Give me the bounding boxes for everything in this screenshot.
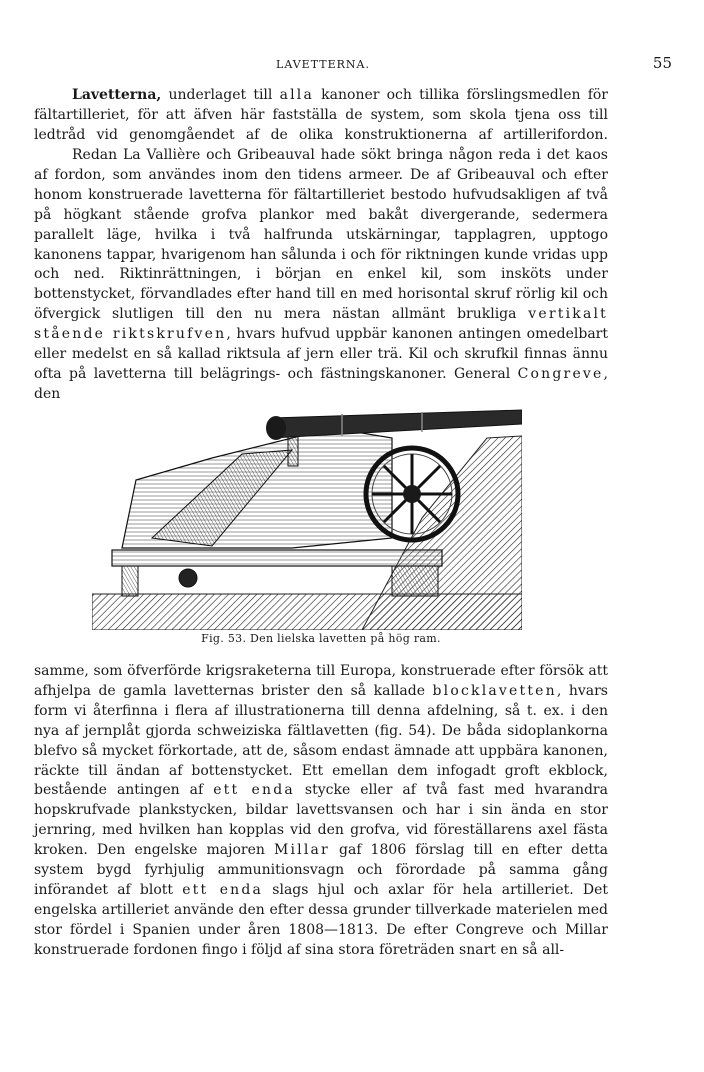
paragraph-2-text-a: Redan La Vallière och Gribeauval hade sökt bringa någon reda i det kaos af fordon, som användes inom den tidens armeer. De af Gribeauval och efter honom konstruerade lavetterna för fältartilleriet bestodo hufvudsakligen af två på högkant stående grofva plankor med bakåt divergerande, sedermera parallelt läge, hvilka i två halfrunda utskärningar, tapplagren, upptogo kanonens tappar, hvarigenom han sålunda i och för riktningen kunde vridas upp och ned. Riktinrättningen, i början en enkel kil, som insköts under bottenstycket, förvandlades efter hand till en med horisontal skruf rörlig kil och öfvergick slutligen till den nu mera nästan allmänt brukliga — [34, 147, 608, 323]
paragraph-3 — [34, 662, 608, 961]
paragraph-3-spaced-b: ett enda — [213, 782, 295, 799]
paragraph-3-text-a: samme, som öfverförde krigsraketerna till Europa, konstruerade efter försök att afhjelpa de gamla lavetternas brister den så kallade — [34, 663, 608, 699]
running-head: LAVETTERNA. — [276, 58, 370, 71]
paragraph-3-spaced-c: Millar — [273, 842, 330, 859]
paragraph-3-text-b: , hvars form vi återfinna i flera af illustrationerna till denna afdelning, så t. ex. i den nya af jernplåt gjorda schweiziska fältlavetten (fig. 54). De båda sidoplankorna blefvo så mycket förkortade, att de, såsom endast ämnade att uppbära kanonen, räckte till ändan af bottenstycket. Ett emellan dem infogadt groft ekblock, bestående antingen af — [34, 682, 608, 799]
frame-roller — [179, 569, 197, 587]
carriage-wheel — [366, 448, 458, 540]
frame-post-right — [392, 566, 438, 596]
paragraph-1-lead: Lavetterna, — [72, 87, 162, 103]
paragraph-2-spaced-a: vertikalt stående riktskrufven — [34, 306, 608, 343]
paragraph-3-text-e: slags hjul och axlar för hela artilleriet. Det engelska artilleriet använde den efter dessa grunder tillverkade materielen med stor fördel i Spanien under åren 1808—1813. De efter Congreve och Millar konstruerade fordonen fingo i följd af sina stora företräden snart en så all- — [34, 881, 608, 958]
paragraph-1-spaced-a: alla — [279, 87, 315, 103]
paragraph-1-text-a: underlaget till — [161, 87, 280, 103]
frame-post-left — [122, 566, 138, 596]
paragraph-3-text-d: gaf 1806 förslag till en efter detta system bygd fyrhjulig ammunitionsvagn och förordade på samma gång införandet af blott — [34, 842, 608, 898]
paragraph-1 — [34, 86, 608, 146]
paragraph-3-text-c: stycke eller af två fast med hvarandra hopskrufvade plankstycken, bildar lavettsvansen och har i sin ända en stor jernring, med hvilken han kopplas vid den grofva, vid föreställarens axel fästa kroken. Den engelske majoren — [34, 782, 608, 859]
cannon-barrel — [272, 410, 522, 438]
cannon-illustration — [92, 398, 522, 630]
page-number: 55 — [652, 54, 672, 72]
paragraph-2-spaced-b: Congreve — [517, 365, 604, 382]
cannon-breech — [266, 416, 286, 440]
elevating-screw — [288, 436, 298, 466]
paragraph-2 — [34, 146, 608, 405]
paragraph-1-text-b: kanoner och tillika förslingsmedlen för fältartilleriet, för att äfven här fastställa de system, som skola tjena oss till ledtråd vid genomgåendet af de olika konstruktionerna af artillerifordon. — [34, 87, 608, 143]
figure-caption: Fig. 53. Den lielska lavetten på hög ram. — [201, 632, 441, 645]
paragraph-2-text-b: , hvars hufvud uppbär kanonen antingen omedelbart eller medelst en så kallad riktsula af jern eller trä. Kil och skrufkil finnas ännu ofta på lavetterna till belägrings- och fästningskanoner. General — [34, 326, 608, 382]
ground — [92, 594, 522, 630]
cannon-engraving — [92, 398, 522, 630]
paragraph-2-text-c: , den — [34, 365, 608, 402]
paragraph-3-spaced-a: blocklavetten — [432, 682, 557, 699]
frame-rail — [112, 550, 442, 566]
paragraph-3-spaced-d: ett enda — [182, 881, 264, 898]
page-header — [34, 54, 672, 76]
